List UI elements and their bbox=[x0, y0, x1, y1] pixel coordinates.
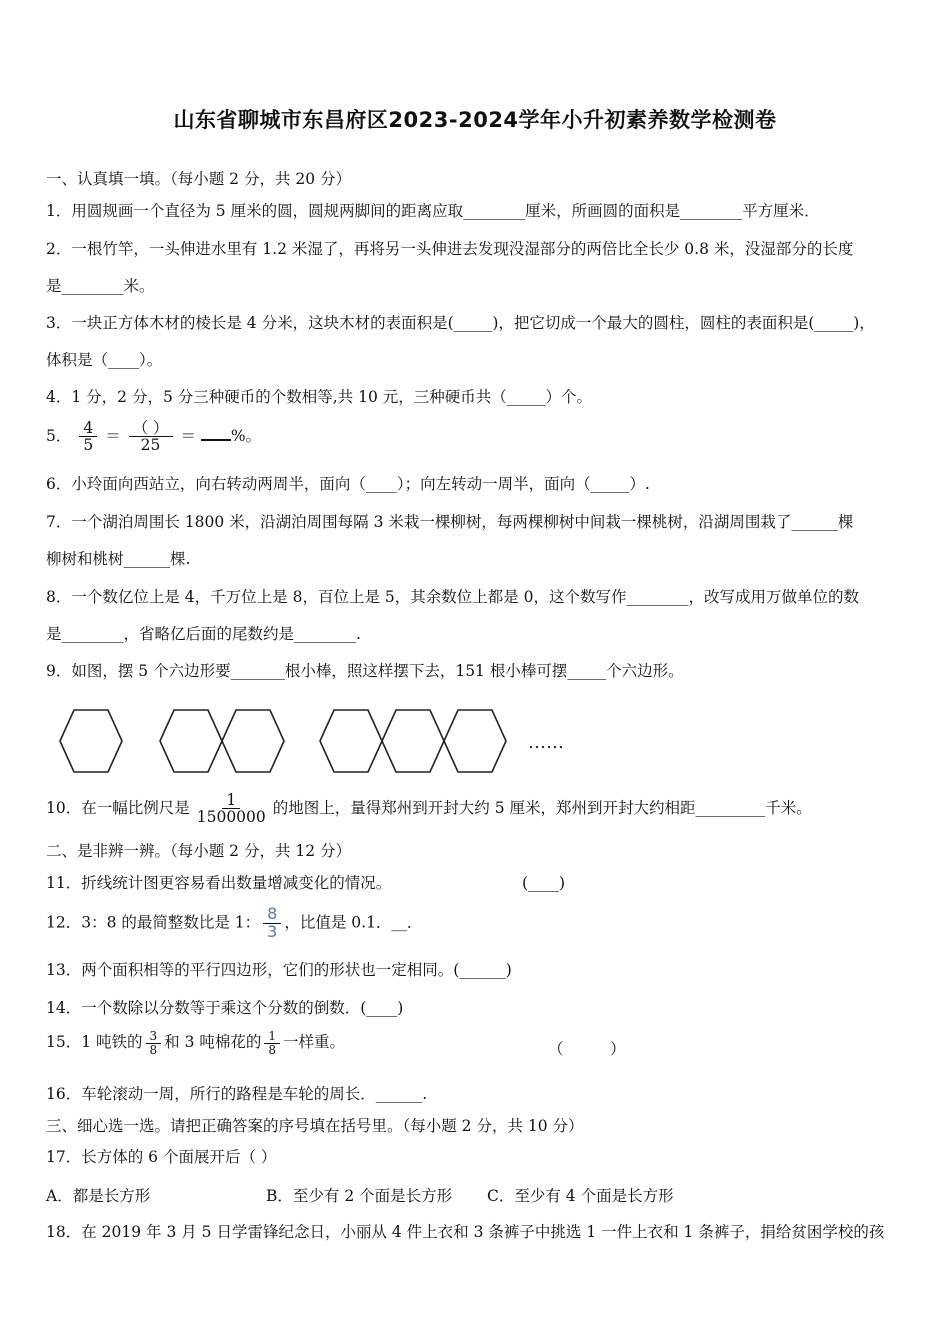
question-6: 6．小玲面向西站立，向右转动两周半，面向（____）；向左转动一周半，面向（_____）. bbox=[46, 475, 650, 493]
question-13: 13．两个面积相等的平行四边形，它们的形状也一定相同。(______) bbox=[46, 961, 512, 979]
question-17: 17．长方体的 6 个面展开后（ ） bbox=[46, 1148, 277, 1166]
question-3-line-2: 体积是（____）。 bbox=[46, 351, 163, 369]
frac-num: 3 bbox=[146, 1030, 162, 1044]
q12-pre: 12．3：8 的最简整数比是 1： bbox=[46, 913, 261, 932]
fraction-blank-25 bbox=[129, 420, 173, 454]
q5-label: 5． bbox=[46, 426, 72, 445]
frac-den: 8 bbox=[268, 1042, 277, 1057]
frac-num: 1 bbox=[222, 792, 240, 809]
section-2-heading: 二、是非辨一辨。（每小题 2 分，共 12 分） bbox=[46, 842, 352, 860]
q15-answer-blank: （ ） bbox=[548, 1040, 626, 1058]
frac-den: 25 bbox=[140, 436, 161, 455]
question-2-line-2: 是________米。 bbox=[46, 277, 155, 295]
hexagon-group-2a bbox=[160, 710, 222, 772]
question-10 bbox=[46, 792, 812, 826]
frac-num: 1 bbox=[264, 1030, 280, 1044]
frac-den: 5 bbox=[83, 436, 94, 455]
question-12 bbox=[46, 906, 422, 941]
frac-num: （ ） bbox=[129, 420, 173, 437]
frac-den: 8 bbox=[149, 1042, 158, 1057]
question-9: 9．如图，摆 5 个六边形要_______根小棒，照这样摆下去，151 根小棒可摆_____个六边形。 bbox=[46, 662, 684, 680]
section-1-heading: 一、认真填一填。（每小题 2 分，共 20 分） bbox=[46, 170, 352, 188]
fraction-1-8 bbox=[264, 1030, 280, 1056]
q15-mid: 和 3 吨棉花的 bbox=[164, 1033, 262, 1052]
equals-sign: ＝ bbox=[105, 426, 121, 445]
q17-option-a: A．都是长方形 bbox=[46, 1187, 151, 1205]
q15-pre: 15．1 吨铁的 bbox=[46, 1033, 143, 1052]
hexagon-group-3b bbox=[382, 710, 444, 772]
question-11: 11．折线统计图更容易看出数量增减变化的情况。 bbox=[46, 874, 392, 892]
section-3-heading: 三、细心选一选。请把正确答案的序号填在括号里。（每小题 2 分，共 10 分） bbox=[46, 1117, 584, 1135]
frac-den: 1500000 bbox=[196, 808, 266, 827]
question-3-line-1: 3．一块正方体木材的棱长是 4 分米，这块木材的表面积是(_____)，把它切成一个最大的圆柱，圆柱的表面积是(_____)， bbox=[46, 314, 875, 332]
question-2-line-1: 2．一根竹竿，一头伸进水里有 1.2 米湿了，再将另一头伸进去发现没湿部分的两倍比全长少 0.8 米，没湿部分的长度 bbox=[46, 240, 854, 258]
question-7-line-1: 7．一个湖泊周围长 1800 米，沿湖泊周围每隔 3 米栽一棵柳树，每两棵柳树中间栽一棵桃树，沿湖周围栽了______棵 bbox=[46, 513, 854, 531]
question-4: 4．1 分，2 分，5 分三种硬币的个数相等,共 10 元，三种硬币共（_____）个。 bbox=[46, 388, 592, 406]
question-14: 14．一个数除以分数等于乘这个分数的倒数．(____) bbox=[46, 999, 404, 1017]
frac-den: 3 bbox=[267, 921, 278, 941]
fraction-4-5 bbox=[79, 420, 97, 454]
frac-num: 4 bbox=[79, 420, 97, 437]
q10-pre: 10．在一幅比例尺是 bbox=[46, 798, 190, 817]
hexagon-figure bbox=[50, 700, 610, 782]
q10-post: 的地图上，量得郑州到开封大约 5 厘米，郑州到开封大约相距_________千米。 bbox=[272, 798, 812, 817]
scale-fraction bbox=[193, 792, 270, 826]
hexagon-group-1 bbox=[60, 710, 122, 772]
question-8-line-2: 是________，省略亿后面的尾数约是________. bbox=[46, 625, 361, 643]
frac-num: 8 bbox=[263, 906, 281, 924]
answer-blank bbox=[201, 439, 231, 441]
fraction-3-8 bbox=[146, 1030, 162, 1056]
question-1: 1．用圆规画一个直径为 5 厘米的圆，圆规两脚间的距离应取________厘米，所画圆的面积是________平方厘米． bbox=[46, 202, 820, 220]
q15-post: 一样重。 bbox=[283, 1033, 346, 1052]
q17-option-c: C．至少有 4 个面是长方形 bbox=[487, 1187, 674, 1205]
hexagon-group-3a bbox=[320, 710, 382, 772]
equals-sign: ＝ bbox=[180, 426, 196, 445]
question-15 bbox=[46, 1030, 345, 1056]
hexagon-group-2b bbox=[222, 710, 284, 772]
q17-option-b: B．至少有 2 个面是长方形 bbox=[266, 1187, 453, 1205]
question-16: 16．车轮滚动一周，所行的路程是车轮的周长．______. bbox=[46, 1085, 428, 1103]
hexagon-group-3c bbox=[444, 710, 506, 772]
question-18: 18．在 2019 年 3 月 5 日学雷锋纪念日，小丽从 4 件上衣和 3 条裤子中挑选 1 一件上衣和 1 条裤子，捐给贫困学校的孩 bbox=[46, 1223, 885, 1241]
question-8-line-1: 8．一个数亿位上是 4，千万位上是 8，百位上是 5，其余数位上都是 0，这个数写作________，改写成用万做单位的数 bbox=[46, 588, 860, 606]
page-title: 山东省聊城市东昌府区2023-2024学年小升初素养数学检测卷 bbox=[173, 108, 777, 132]
q11-answer-blank: (____) bbox=[522, 874, 566, 892]
fraction-8-3 bbox=[263, 906, 281, 941]
question-5 bbox=[46, 420, 261, 454]
question-7-line-2: 柳树和桃树______棵. bbox=[46, 550, 191, 568]
continuation-dots: …… bbox=[528, 732, 564, 753]
q12-post: ，比值是 0.1．__． bbox=[284, 913, 423, 932]
q5-tail: %。 bbox=[230, 426, 262, 445]
